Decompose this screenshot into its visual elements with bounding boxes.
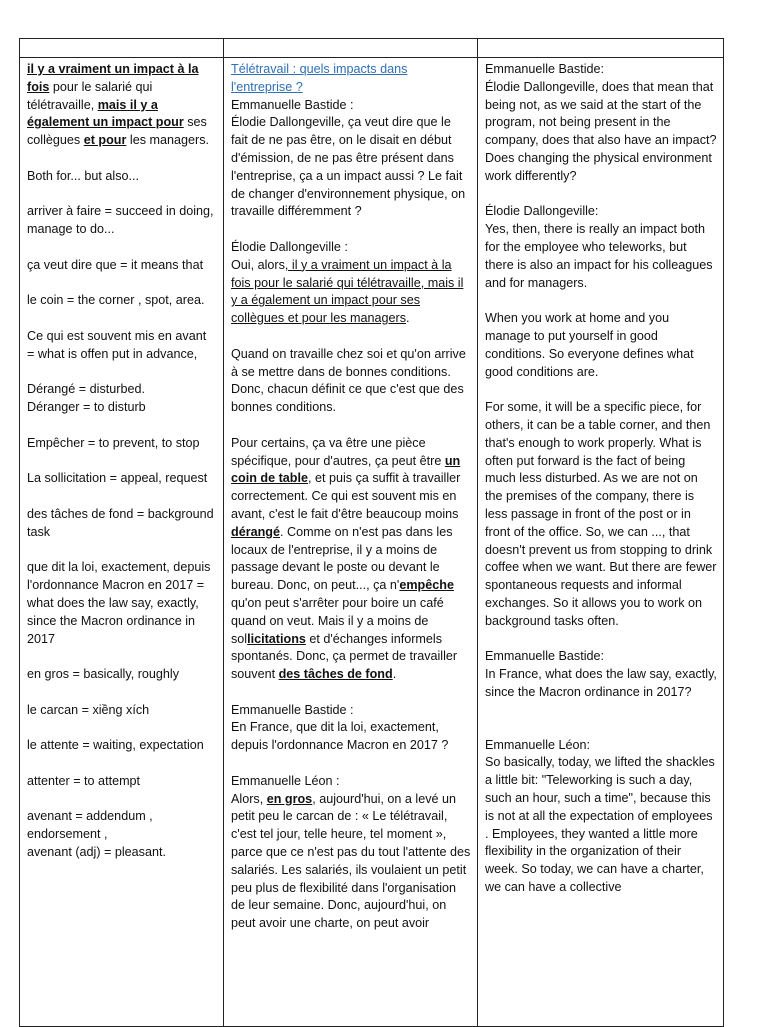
french-column [224, 58, 478, 1027]
vocab-entry: que dit la loi, exactement, depuis l'ordonnance Macron en 2017 = what does the law say, exactly, since the Macron ordinance in 2017 [27, 560, 211, 646]
vocab-entry: Dérangé = disturbed. Déranger = to disturb [27, 382, 146, 415]
vocab-entry: des tâches de fond = background task [27, 506, 214, 539]
transcript-text: . [406, 311, 410, 326]
vocab-entry: ça veut dire que = it means that [27, 257, 204, 272]
vocab-text: pour le salarié qui télétravaille, [27, 79, 153, 112]
translation-text: Élodie Dallongeville, does that mean that being not, as we said at the start of the program, not being present in the company, does that also have an impact? Does changing the physical environment work differently? [485, 79, 717, 183]
vocab-entry: le attente = waiting, expectation [27, 738, 204, 753]
speaker-label: Emmanuelle Bastide : [231, 702, 354, 717]
french-cell [224, 58, 477, 1023]
transcript-text: . Comme on n'est pas dans les locaux de l'entreprise, il y a moins de passage devant le poste ou devant le bureau. Donc, on peut..., ça n' [231, 524, 453, 593]
vocab-cell [20, 58, 223, 1023]
vocab-entry: en gros = basically, roughly [27, 667, 180, 682]
vocab-entry: arriver à faire = succeed in doing, manage to do... [27, 204, 214, 237]
transcript-text: . [392, 667, 397, 682]
vocab-highlight: des tâches de fond [278, 667, 393, 682]
vocab-highlight: un coin de table [231, 453, 461, 486]
header-cell-3 [478, 39, 724, 58]
transcript-text: Élodie Dallongeville, ça veut dire que le fait de ne pas être, on le disait en début d'émission, de ne pas être présent dans l'entreprise, ça a un impact aussi ? Le fait de changer d'environnement physique, on travaille différemment ? [231, 115, 466, 219]
vocab-entry: avenant = addendum , endorsement , avenant (adj) = pleasant. [27, 809, 166, 860]
vocab-text: ses collègues [27, 115, 207, 148]
transcript-text: Quand on travaille chez soi et qu'on arrive à se mettre dans de bonnes conditions. Donc, chacun définit ce que c'est que des bonnes conditions. [231, 346, 466, 415]
transcript-text: et d'échanges informels spontanés. Donc, ça permet de travailler souvent [231, 631, 458, 682]
vocab-text: les managers. [126, 133, 210, 148]
table-header-row [20, 39, 724, 58]
vocab-entry: Both for... but also... [27, 168, 140, 183]
english-column [478, 58, 724, 1027]
header-cell-1 [20, 39, 224, 58]
translation-text: So basically, today, we lifted the shackles a little bit: "Teleworking is such a day, such an hour, such a time", because this is not at all the expectation of employees . Employees, they wanted a little more flexibility in the organization of their week. So today, we can have a charter, we can have a collective [485, 755, 715, 895]
transcript-text: qu'on peut s'arrêter pour boire un café quand on veut. Mais il y a moins de sol [231, 595, 444, 646]
vocab-highlight: en gros [266, 791, 313, 806]
vocab-column [20, 58, 224, 1027]
translation-text: When you work at home and you manage to put yourself in good conditions. So everyone defines what good conditions are. [485, 311, 694, 379]
vocab-intro-paragraph [27, 61, 217, 150]
vocab-highlight: et pour [83, 133, 127, 148]
vocab-highlight: empêche [399, 578, 454, 593]
vocab-entry: le coin = the corner , spot, area. [27, 293, 205, 308]
translation-text: In France, what does the law say, exactly, since the Macron ordinance in 2017? [485, 667, 717, 699]
transcript-text: , et puis ça suffit à travailler correctement. Ce qui est souvent mis en avant, c'est le fait d'être beaucoup moins [231, 471, 461, 521]
translation-text: Yes, then, there is really an impact both for the employee who teleworks, but there is also an impact for his colleagues and for managers. [485, 222, 713, 290]
article-title-link[interactable]: Télétravail : quels impacts dans l'entreprise ? [231, 62, 408, 94]
vocab-entry: attenter = to attempt [27, 773, 141, 788]
transcript-text: En France, que dit la loi, exactement, depuis l'ordonnance Macron en 2017 ? [231, 720, 449, 753]
table-body-row [20, 58, 724, 1027]
vocab-highlight: mais il y a également un impact pour [27, 97, 184, 130]
vocab-highlight: dérangé [231, 524, 280, 539]
transcript-text: Pour certains, ça va être une pièce spécifique, pour d'autres, ça peut être [231, 435, 445, 468]
underlined-phrase: , il y a vraiment un impact à la fois pour le salarié qui télétravaille, mais il y a également un impact pour ses collègues et pour les managers [231, 257, 464, 326]
speaker-label: Emmanuelle Bastide: [485, 62, 605, 76]
english-cell [478, 58, 723, 1023]
vocab-entry: La sollicitation = appeal, request [27, 471, 208, 486]
header-cell-2 [224, 39, 478, 58]
speaker-label: Emmanuelle Léon : [231, 773, 340, 788]
vocab-entry: Empêcher = to prevent, to stop [27, 435, 200, 450]
vocabulary-table [19, 38, 724, 1027]
speaker-label: Emmanuelle Bastide: [485, 649, 605, 664]
vocab-entry: Ce qui est souvent mis en avant = what is offen put in advance, [27, 328, 207, 361]
translation-text: For some, it will be a specific piece, for others, it can be a table corner, and then that's enough to work properly. What is often put forward is the fact of being much less disturbed. As we are not on the premises of the company, there is less passage in front of the post or in front of the office. So, we can ..., that doesn't prevent us from stopping to drink coffee when we want. But there are fewer spontaneous requests and informal exchanges. So it allows you to work on background tasks often. [485, 400, 717, 628]
transcript-text: , aujourd'hui, on a levé un petit peu le carcan de : « Le télétravail, c'est tel jour, telle heure, tel moment », parce que ce n'est pas du tout l'attente des salariés. Les salariés, ils voulaient un petit peu plus de flexibilité dans l'organisation de leur semaine. Donc, aujourd'hui, on peut avoir une charte, on peut avoir [231, 791, 471, 931]
vocab-highlight: il y a vraiment un impact à la fois [27, 62, 199, 94]
vocab-entry: le carcan = xiềng xích [27, 702, 150, 717]
transcript-text: Alors, [231, 791, 267, 806]
speaker-label: Élodie Dallongeville: [485, 204, 599, 219]
speaker-label: Emmanuelle Léon: [485, 737, 591, 752]
transcript-text: Oui, alors [231, 257, 285, 272]
speaker-label: Élodie Dallongeville : [231, 239, 348, 254]
vocab-highlight: licitations [247, 631, 306, 646]
speaker-label: Emmanuelle Bastide : [231, 97, 354, 112]
